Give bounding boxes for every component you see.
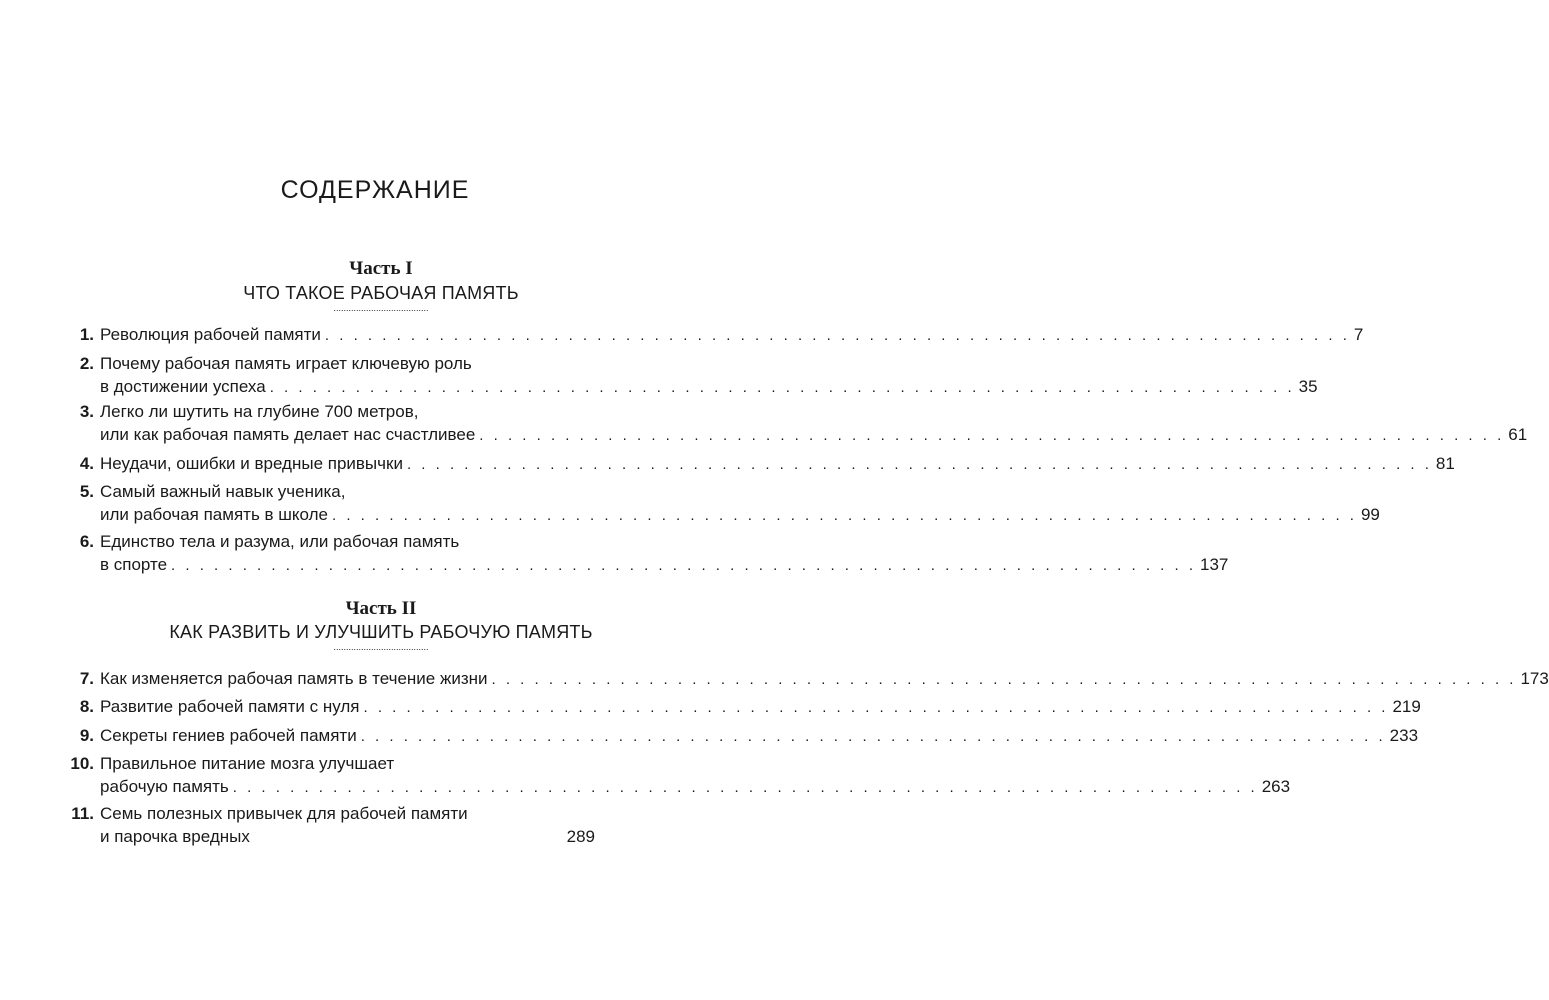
dot-leader: . . . . . . . . . . . . . . . . . . . . . . . . . . . . . . . . . . . . . . . . . . . . . . . . . . . . . . . . . . . . . . . . . . . . . . . . [232, 779, 1258, 796]
entry-title: Легко ли шутить на глубине 700 метров, [100, 402, 419, 421]
entry-title-cont: или как рабочая память делает нас счастливее [100, 425, 476, 444]
page-number: 61 [1508, 425, 1528, 444]
dot-leader: . . . . . . . . . . . . . . . . . . . . . . . . . . . . . . . . . . . . . . . . . . . . . . . . . . . . . . . . . . . . . . . . . . . . . . . . [479, 427, 1505, 444]
entry-number: 11. [71, 804, 94, 823]
entry-title-cont: в спорте [100, 555, 168, 574]
entry-number: 7. [79, 669, 94, 688]
dot-leader: . . . . . . . . . . . . . . . . . . . . . . . . . . . . . . . . . . . . . . . . . . . . . . . . . . . . . . . . . . . . . . . . . . . . . . . . [363, 699, 1389, 716]
page-number: 35 [1298, 377, 1318, 396]
entry-number: 8. [79, 697, 94, 716]
part-label: Часть II [345, 598, 417, 619]
part-title: ЧТО ТАКОЕ РАБОЧАЯ ПАМЯТЬ [243, 283, 519, 303]
page-number: 99 [1360, 505, 1380, 524]
entry-title: Революция рабочей памяти [100, 325, 321, 344]
entry-title: Самый важный навык ученика, [100, 482, 346, 501]
entry-title: Семь полезных привычек для рабочей памяти [100, 804, 468, 823]
entry-number: 3. [79, 402, 94, 421]
dot-leader: . . . . . . . . . . . . . . . . . . . . . . . . . . . . . . . . . . . . . . . . . . . . . . . . . . . . . . . . . . . . . . . . . . . . . . . . [406, 456, 1432, 473]
page-number: 81 [1435, 454, 1455, 473]
entry-title: Почему рабочая память играет ключевую роль [100, 354, 472, 373]
entry-title: Неудачи, ошибки и вредные привычки [100, 454, 403, 473]
entry-title: Как изменяется рабочая память в течение жизни [100, 669, 488, 688]
entry-title: Правильное питание мозга улучшает [100, 754, 395, 773]
dot-leader: . . . . . . . . . . . . . . . . . . . . . . . . . . . . . . . . . . . . . . . . . . . . . . . . . . . . . . . . . . . . . . . . . . . . . . . . [491, 671, 1517, 688]
entry-title: Единство тела и разума, или рабочая память [100, 532, 460, 551]
entry-number: 2. [79, 354, 94, 373]
entry-number: 10. [70, 754, 94, 773]
entry-title-cont: или рабочая память в школе [100, 505, 328, 524]
page-number: 233 [1389, 726, 1419, 745]
page-number: 7 [1353, 325, 1364, 344]
page-number: 173 [1520, 669, 1549, 688]
page-title: СОДЕРЖАНИЕ [280, 176, 470, 204]
entry-title-cont: в достижении успеха [100, 377, 266, 396]
dot-leader: . . . . . . . . . . . . . . . . . . . . . . . . . . . . . . . . . . . . . . . . . . . . . . . . . . . . . . . . . . . . . . . . . . . . . . . . [360, 728, 1386, 745]
entry-title: Секреты гениев рабочей памяти [100, 726, 357, 745]
entry-number: 5. [79, 482, 94, 501]
part-divider: ...................................... [333, 642, 429, 652]
page-number: 289 [566, 827, 595, 846]
page-number: 263 [1261, 777, 1291, 796]
dot-leader: . . . . . . . . . . . . . . . . . . . . . . . . . . . . . . . . . . . . . . . . . . . . . . . . . . . . . . . . . . . . . . . . . . . . . . . . [171, 557, 1196, 574]
entry-number: 4. [79, 454, 94, 473]
entry-title: Развитие рабочей памяти с нуля [100, 697, 360, 716]
entry-number: 9. [79, 726, 94, 745]
entry-title-cont: и парочка вредных [100, 827, 250, 846]
dot-leader: . . . . . . . . . . . . . . . . . . . . . . . . . . . . . . . . . . . . . . . . . . . . . . . . . . . . . . . . . . . . . . . . . . . . . . . . [332, 507, 1357, 524]
part-divider: ...................................... [333, 303, 429, 313]
dot-leader: . . . . . . . . . . . . . . . . . . . . . . . . . . . . . . . . . . . . . . . . . . . . . . . . . . . . . . . . . . . . . . . . . . . . . . . . [269, 379, 1295, 396]
entry-number: 6. [79, 532, 94, 551]
page-number: 219 [1392, 697, 1421, 716]
part-title: КАК РАЗВИТЬ И УЛУЧШИТЬ РАБОЧУЮ ПАМЯТЬ [169, 622, 593, 642]
entry-title-cont: рабочую память [100, 777, 229, 796]
page-number: 137 [1200, 555, 1229, 574]
part-label: Часть I [349, 258, 413, 279]
entry-number: 1. [79, 325, 94, 344]
dot-leader: . . . . . . . . . . . . . . . . . . . . . . . . . . . . . . . . . . . . . . . . . . . . . . . . . . . . . . . . . . . . . . . . . . . . . . . . [324, 327, 1350, 344]
